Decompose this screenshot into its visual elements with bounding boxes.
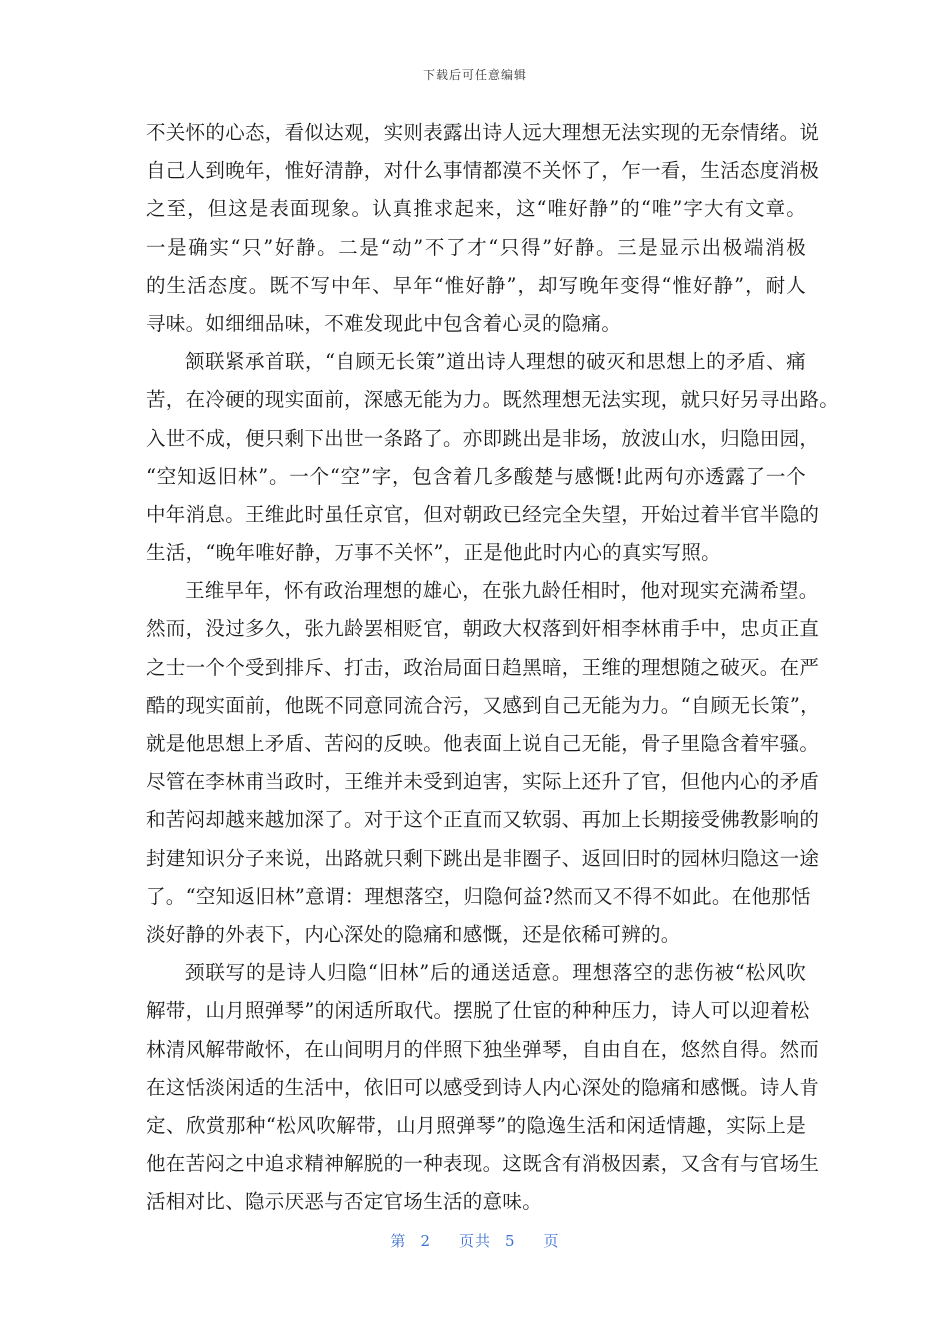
text-line: 自己人到晚年，惟好清静，对什么事情都漠不关怀了，乍一看，生活态度消极 <box>146 159 820 183</box>
footer-suffix: 页 <box>543 1232 560 1250</box>
text-line: 王维早年，怀有政治理想的雄心，在张九龄任相时，他对现实充满希望。 <box>185 579 819 603</box>
text-line: 中年消息。王维此时虽任京官，但对朝政已经完全失望，开始过着半官半隐的 <box>146 502 820 526</box>
paragraph <box>146 954 820 1221</box>
text-line: 苦，在冷硬的现实面前，深感无能为力。既然理想无法实现，就只好另寻出路。 <box>146 388 840 412</box>
text-line: 颔联紧承首联，“自顾无长策”道出诗人理想的破灭和思想上的矛盾、痛 <box>185 350 806 374</box>
text-line: 淡好静的外表下，内心深处的隐痛和感慨，还是依稀可辨的。 <box>146 922 681 946</box>
text-line: 颈联写的是诗人归隐“旧林”后的通送适意。理想落空的悲伤被“松风吹 <box>185 961 806 985</box>
text-line: 和苦闷却越来越加深了。对于这个正直而又软弱、再加上长期接受佛教影响的 <box>146 808 820 832</box>
paragraph <box>146 572 820 954</box>
footer-prefix: 第 <box>390 1232 407 1250</box>
text-line: 活相对比、隐示厌恶与否定官场生活的意味。 <box>146 1190 543 1214</box>
text-line: 封建知识分子来说，出路就只剩下跳出是非圈子、返回旧时的园林归隐这一途 <box>146 846 820 870</box>
text-line: 一是确实“只”好静。二是“动”不了才“只得”好静。三是显示出极端消极 <box>146 235 806 259</box>
text-line: 定、欣赏那种“松风吹解带，山月照弹琴”的隐逸生活和闲适情趣，实际上是 <box>146 1113 806 1137</box>
text-line: 不关怀的心态，看似达观，实则表露出诗人远大理想无法实现的无奈情绪。说 <box>146 121 820 144</box>
footer-page-number: 2 <box>420 1232 431 1250</box>
document-body <box>146 114 840 1221</box>
text-line: 入世不成，便只剩下出世一条路了。亦即跳出是非场，放波山水，归隐田园， <box>146 426 820 450</box>
page-header: 下载后可任意编辑 <box>422 68 527 82</box>
text-line: 他在苦闷之中追求精神解脱的一种表现。这既含有消极因素，又含有与官场生 <box>146 1152 820 1176</box>
text-line: 之至，但这是表面现象。认真推求起来，这“唯好静”的“唯”字大有文章。 <box>146 197 806 221</box>
text-line: 了。“空知返旧林”意谓：理想落空，归隐何益?然而又不得不如此。在他那恬 <box>146 884 811 908</box>
text-line: 解带，山月照弹琴”的闲适所取代。摆脱了仕宦的种种压力，诗人可以迎着松 <box>146 999 810 1023</box>
text-line: 尽管在李林甫当政时，王维并未受到迫害，实际上还升了官，但他内心的矛盾 <box>146 770 820 794</box>
paragraph <box>146 343 840 572</box>
text-line: “空知返旧林”。一个“空”字，包含着几多酸楚与感慨!此两句亦透露了一个 <box>146 464 806 488</box>
text-line: 然而，没过多久，张九龄罢相贬官，朝政大权落到奸相李林甫手中，忠贞正直 <box>146 617 820 641</box>
text-line: 寻味。如细细品味，不难发现此中包含着心灵的隐痛。 <box>146 311 622 335</box>
footer-middle: 页共 <box>458 1232 491 1250</box>
text-line: 之士一个个受到排斥、打击，政治局面日趋黑暗，王维的理想随之破灭。在严 <box>146 655 820 679</box>
text-line: 就是他思想上矛盾、苦闷的反映。他表面上说自己无能，骨子里隐含着牢骚。 <box>146 732 820 755</box>
page-footer <box>0 1230 950 1251</box>
text-line: 在这恬淡闲适的生活中，依旧可以感受到诗人内心深处的隐痛和感慨。诗人肯 <box>146 1075 820 1099</box>
footer-total-pages: 5 <box>505 1232 516 1250</box>
text-line: 的生活态度。既不写中年、早年“惟好静”，却写晚年变得“惟好静”，耐人 <box>146 273 806 297</box>
text-line: 酷的现实面前，他既不同意同流合污，又感到自己无能为力。“自顾无长策”， <box>146 693 820 717</box>
text-line: 生活，“晚年唯好静，万事不关怀”，正是他此时内心的真实写照。 <box>146 541 721 565</box>
paragraph <box>146 114 820 343</box>
text-line: 林清风解带敞怀，在山间明月的伴照下独坐弹琴，自由自在，悠然自得。然而 <box>146 1037 820 1061</box>
